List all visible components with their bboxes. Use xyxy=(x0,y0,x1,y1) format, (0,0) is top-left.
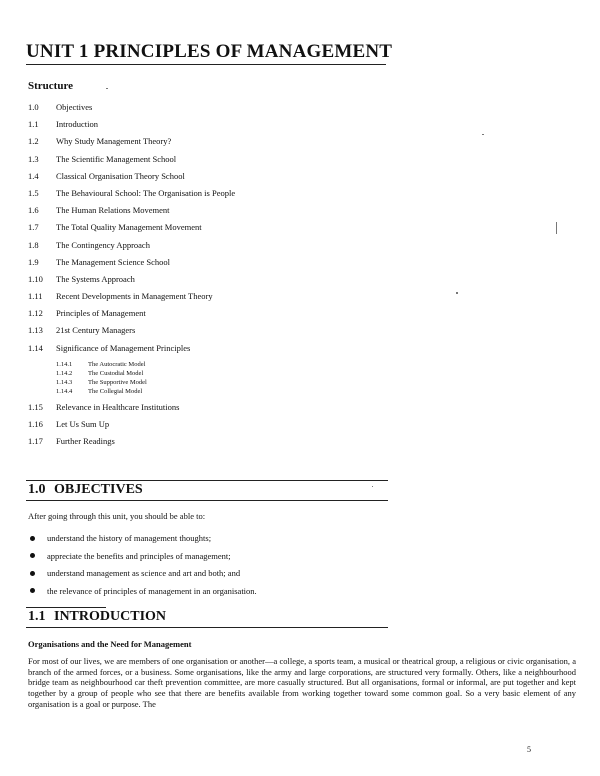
introduction-rule-bottom xyxy=(26,627,388,628)
toc-entry-label: The Autocratic Model xyxy=(88,360,146,368)
toc-entry-number: 1.16 xyxy=(28,419,43,429)
toc-entry xyxy=(28,387,448,396)
toc-entry-number: 1.14.3 xyxy=(56,378,73,386)
objectives-intro: After going through this unit, you should be able to: xyxy=(28,511,206,521)
title-underline xyxy=(26,64,386,65)
scan-speck xyxy=(106,88,108,89)
introduction-number: 1.1 xyxy=(28,609,46,624)
toc-entry-label: The Systems Approach xyxy=(56,273,135,284)
toc-entry-number: 1.14.2 xyxy=(56,369,73,377)
toc-entry-number: 1.15 xyxy=(28,401,43,412)
introduction-rule-top xyxy=(26,607,106,608)
toc-entry-number: 1.1 xyxy=(28,119,39,130)
unit-title: UNIT 1 PRINCIPLES OF MANAGEMENT xyxy=(26,41,393,62)
toc-entry xyxy=(28,118,448,135)
introduction-heading xyxy=(28,609,166,625)
toc-entry-number: 1.10 xyxy=(28,273,43,284)
scan-speck xyxy=(556,222,557,234)
toc-entry-number: 1.8 xyxy=(28,239,39,250)
toc-entry xyxy=(28,135,448,152)
toc-entry-label: The Custodial Model xyxy=(88,369,144,377)
toc-entry-label: Relevance in Healthcare Institutions xyxy=(56,401,180,412)
list-item-text: understand management as science and art and both; and xyxy=(47,568,241,578)
objectives-rule-bottom xyxy=(26,500,388,501)
list-item-text: appreciate the benefits and principles of management; xyxy=(47,550,231,561)
bullet-icon xyxy=(30,571,35,576)
toc-entry xyxy=(28,369,448,378)
toc-entry xyxy=(28,239,448,256)
toc-entry-label: Let Us Sum Up xyxy=(56,419,110,429)
toc-entry xyxy=(28,342,448,359)
toc-entry-label: The Contingency Approach xyxy=(56,239,150,250)
introduction-subheading: Organisations and the Need for Management xyxy=(28,639,192,649)
scan-speck xyxy=(482,134,484,135)
toc-entry-number: 1.0 xyxy=(28,102,39,112)
toc-entry-label: Further Readings xyxy=(56,436,115,447)
toc-entry xyxy=(28,221,448,238)
toc-entry-number: 1.9 xyxy=(28,256,39,267)
toc-entry-label: Introduction xyxy=(56,119,99,130)
toc-entry-number: 1.7 xyxy=(28,222,39,233)
toc-entry-label: The Collegial Model xyxy=(88,387,143,395)
toc-entry-number: 1.6 xyxy=(28,205,39,216)
toc-entry-number: 1.14.1 xyxy=(56,360,73,368)
toc-entry-label: The Supportive Model xyxy=(88,378,147,386)
list-item xyxy=(28,567,488,585)
objectives-list xyxy=(28,532,488,602)
toc-entry-label: Recent Developments in Management Theory xyxy=(56,291,213,302)
list-item-text: understand the history of management thoughts; xyxy=(47,533,212,543)
objectives-number: 1.0 xyxy=(28,482,46,497)
toc-entry xyxy=(28,204,448,221)
toc-entry-number: 1.11 xyxy=(28,291,43,302)
toc-entry-number: 1.3 xyxy=(28,153,39,164)
toc-entry xyxy=(28,187,448,204)
list-item-text: the relevance of principles of management in an organisation. xyxy=(47,585,257,596)
list-item xyxy=(28,550,488,568)
toc-entry xyxy=(28,170,448,187)
toc-entry xyxy=(28,256,448,273)
objectives-title: OBJECTIVES xyxy=(54,482,143,497)
table-of-contents xyxy=(28,101,448,452)
toc-entry xyxy=(28,307,448,324)
toc-entry-label: The Management Science School xyxy=(56,256,171,267)
introduction-title: INTRODUCTION xyxy=(54,609,167,624)
toc-entry xyxy=(28,101,448,118)
list-item xyxy=(28,532,488,550)
toc-entry xyxy=(28,290,448,307)
introduction-paragraph: For most of our lives, we are members of one organisation or another—a college, a sports team, a musical or theatrical group, a religious or civic organisation, a branch of the armed forces, or a business. Some organisations, like the army and large corporations, are structured very formally. Others, like a neighbourhood bridge team as neighbourhood car theft prevention committee, are more casually structured. But all organisations, formal or informal, are put together and kept together by a group of people who see that there are benefits available from working together toward some common goal. So a very basic element of any organisation is a goal or purpose. The xyxy=(28,656,576,709)
list-item xyxy=(28,585,488,603)
toc-entry-label: The Human Relations Movement xyxy=(56,205,170,216)
toc-entry-label: Significance of Management Principles xyxy=(56,342,191,353)
toc-entry xyxy=(28,324,448,341)
bullet-icon xyxy=(30,553,35,558)
toc-entry-number: 1.14.4 xyxy=(56,387,73,395)
toc-entry xyxy=(28,153,448,170)
toc-entry-number: 1.2 xyxy=(28,136,39,147)
scan-speck xyxy=(456,292,458,294)
toc-entry-label: The Total Quality Management Movement xyxy=(56,222,202,233)
toc-entry-label: 21st Century Managers xyxy=(56,325,136,336)
toc-entry xyxy=(28,273,448,290)
toc-entry xyxy=(28,435,448,452)
toc-entry-number: 1.5 xyxy=(28,187,39,198)
objectives-heading xyxy=(28,482,143,498)
toc-entry xyxy=(28,418,448,435)
page-number: 5 xyxy=(527,745,531,754)
toc-entry xyxy=(28,378,448,387)
toc-entry xyxy=(28,401,448,418)
toc-entry xyxy=(28,360,448,369)
objectives-rule-top xyxy=(26,480,388,481)
toc-entry-number: 1.12 xyxy=(28,308,43,319)
toc-entry-label: Principles of Management xyxy=(56,308,146,319)
scan-speck xyxy=(372,486,373,487)
toc-entry-number: 1.13 xyxy=(28,325,43,336)
toc-entry-label: The Behavioural School: The Organisation is People xyxy=(56,187,236,198)
toc-entry-number: 1.17 xyxy=(28,436,43,447)
bullet-icon xyxy=(30,588,35,593)
toc-entry-label: Objectives xyxy=(56,102,93,112)
bullet-icon xyxy=(30,536,35,541)
toc-entry-label: The Scientific Management School xyxy=(56,153,177,164)
toc-entry-label: Classical Organisation Theory School xyxy=(56,170,185,181)
structure-heading: Structure xyxy=(28,80,74,92)
toc-entry-number: 1.4 xyxy=(28,170,39,181)
toc-entry-label: Why Study Management Theory? xyxy=(56,136,172,147)
toc-entry-number: 1.14 xyxy=(28,342,43,353)
